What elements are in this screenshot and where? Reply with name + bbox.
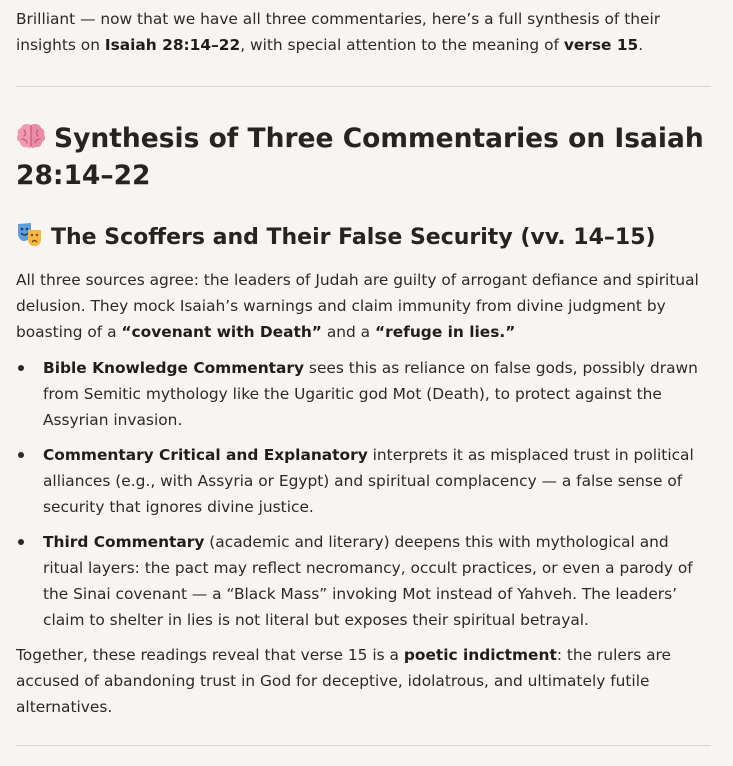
commentary-text: interprets it as misplaced trust in political alliances (e.g., with Assyria or Egypt) and spiritual complacency — a false sense of security that ignores divine justice. bbox=[43, 446, 694, 516]
brain-icon bbox=[16, 122, 46, 159]
commentary-text: (academic and literary) deepens this with mythological and ritual layers: the pact may reflect necromancy, occult practices, or even a parody of the Sinai covenant — a “Black Mass” invoking Mot instead of Yahveh. The leaders’ claim to shelter in lies is not literal but exposes their spiritual betrayal. bbox=[43, 533, 693, 629]
bullet-icon bbox=[18, 365, 24, 371]
summary-text-2: and a bbox=[321, 323, 375, 341]
conclusion-text-2: : the rulers are accused of abandoning trust in God for deceptive, idolatrous, and ultimately futile alternatives. bbox=[16, 646, 671, 716]
conclusion-text: Together, these readings reveal that verse 15 is a bbox=[16, 646, 404, 664]
covenant-phrase: “covenant with Death” bbox=[121, 323, 322, 341]
summary-text: All three sources agree: the leaders of Judah are guilty of arrogant defiance and spiritual delusion. They mock Isaiah’s warnings and claim immunity from divine judgment by boasting of a bbox=[16, 271, 699, 341]
section-heading bbox=[16, 221, 711, 256]
synthesis-heading-text: Synthesis of Three Commentaries on Isaiah 28:14–22 bbox=[16, 123, 704, 191]
intro-verse: verse 15 bbox=[563, 36, 639, 54]
synthesis-heading bbox=[16, 122, 711, 193]
list-item bbox=[16, 529, 711, 633]
commentary-list bbox=[16, 355, 711, 633]
intro-text: Brilliant — now that we have all three commentaries, here’s a full synthesis of their insights on bbox=[16, 10, 661, 54]
intro-text-3: . bbox=[638, 36, 644, 54]
divider bbox=[16, 745, 711, 746]
summary-paragraph bbox=[16, 267, 711, 345]
theater-masks-icon bbox=[16, 221, 43, 256]
poetic-indictment-phrase: poetic indictment bbox=[403, 646, 557, 664]
bullet-icon bbox=[18, 539, 24, 545]
list-item bbox=[16, 355, 711, 433]
conclusion-paragraph bbox=[16, 642, 711, 720]
intro-paragraph bbox=[16, 6, 711, 58]
bullet-icon bbox=[18, 452, 24, 458]
commentary-title: Commentary Critical and Explanatory bbox=[43, 446, 368, 464]
commentary-title: Third Commentary bbox=[43, 533, 205, 551]
commentary-text: sees this as reliance on false gods, possibly drawn from Semitic mythology like the Ugaritic god Mot (Death), to protect against the Assyrian invasion. bbox=[43, 359, 698, 429]
intro-reference: Isaiah 28:14–22 bbox=[104, 36, 241, 54]
intro-text-2: , with special attention to the meaning of bbox=[240, 36, 564, 54]
section-heading-text: The Scoffers and Their False Security (vv. 14–15) bbox=[51, 225, 656, 250]
refuge-phrase: “refuge in lies.” bbox=[375, 323, 516, 341]
divider bbox=[16, 86, 711, 87]
list-item bbox=[16, 442, 711, 520]
commentary-title: Bible Knowledge Commentary bbox=[43, 359, 305, 377]
